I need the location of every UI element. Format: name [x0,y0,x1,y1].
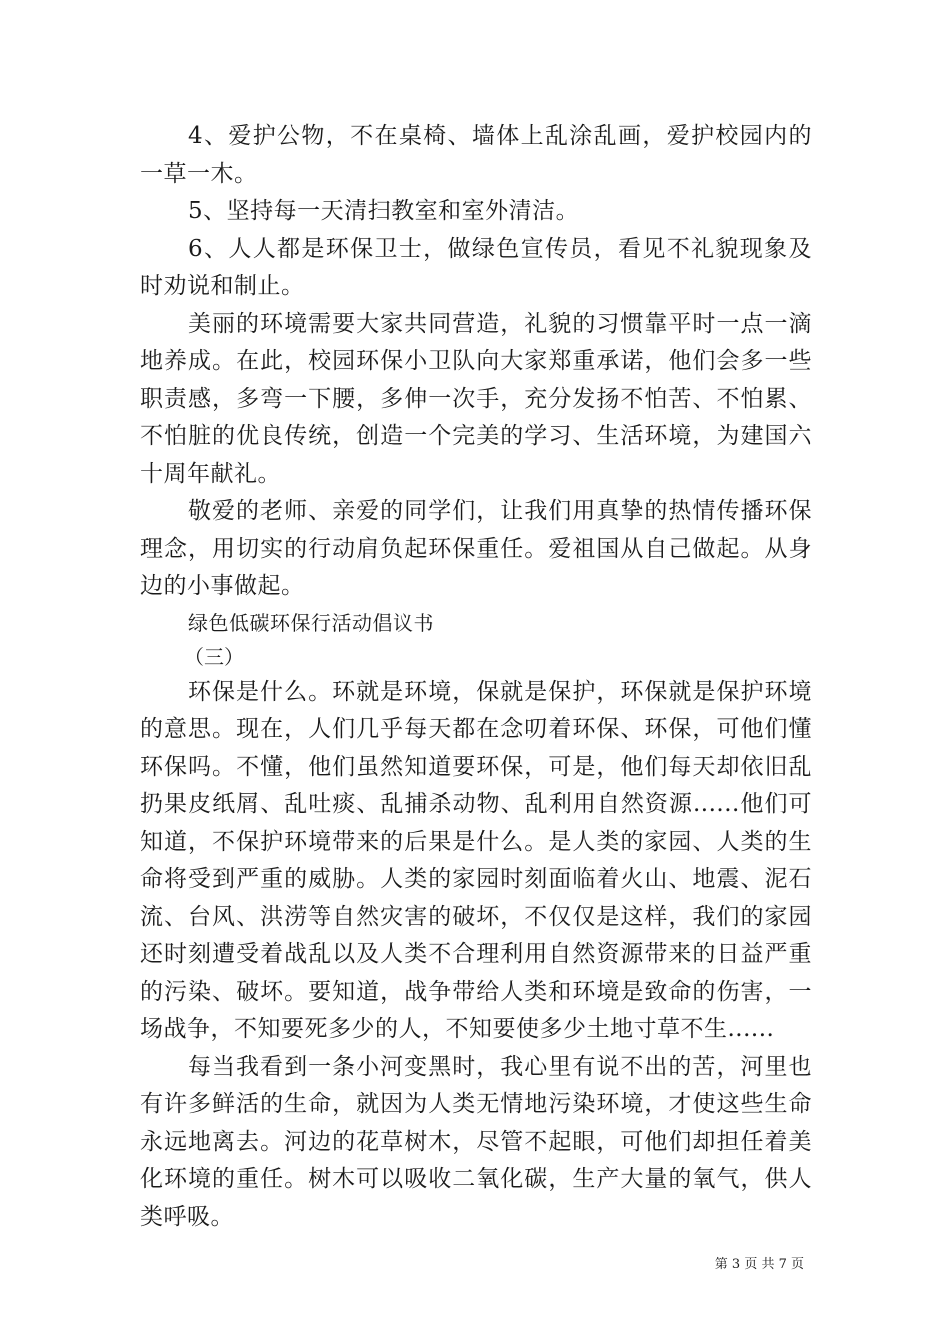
section-heading: 绿色低碳环保行活动倡议书 [188,610,434,635]
paragraph-what-is-environmental-protection: 环保是什么。环就是环境，保就是保护，环保就是保护环境的意思。现在，人们几乎每天都在念叨着环保、环保，可他们懂环保吗。不懂，他们虽然知道要环保，可是，他们每天却依旧乱扔果皮纸屑、乱吐痰、乱捕杀动物、乱利用自然资源......他们可知道，不保护环境带来的后果是什么。是人类的家园、人类的生命将受到严重的威胁。人类的家园时刻面临着火山、地震、泥石流、台风、洪涝等自然灾害的破坏，不仅仅是这样，我们的家园还时刻遭受着战乱以及人类不合理利用自然资源带来的日益严重的污染、破坏。要知道，战争带给人类和环境是致命的伤害，一场战争，不知要死多少的人，不知要使多少土地寸草不生...... [140,678,812,1042]
paragraph-rule-4: 4、爱护公物，不在桌椅、墙体上乱涂乱画，爱护校园内的一草一木。 [140,123,812,187]
paragraph-river: 每当我看到一条小河变黑时，我心里有说不出的苦，河里也有许多鲜活的生命，就因为人类无情地污染环境，才使这些生命永远地离去。河边的花草树木，尽管不起眼，可他们却担任着美化环境的重任。树木可以吸收二氧化碳，生产大量的氧气，供人类呼吸。 [140,1053,812,1230]
paragraph-rule-5: 5、坚持每一天清扫教室和室外清洁。 [188,198,580,224]
section-number: （三） [184,644,244,669]
paragraph-environment: 美丽的环境需要大家共同营造，礼貌的习惯靠平时一点一滴地养成。在此，校园环保小卫队向大家郑重承诺，他们会多一些职责感，多弯一下腰，多伸一次手，充分发扬不怕苦、不怕累、不怕脏的优良传统，创造一个完美的学习、生活环境，为建国六十周年献礼。 [140,310,812,487]
paragraph-rule-6: 6、人人都是环保卫士，做绿色宣传员，看见不礼貌现象及时劝说和制止。 [140,235,812,299]
paragraph-appeal: 敬爱的老师、亲爱的同学们，让我们用真挚的热情传播环保理念，用切实的行动肩负起环保重任。爱祖国从自己做起。从身边的小事做起。 [140,498,812,599]
page-footer: 第 3 页 共 7 页 [714,1257,804,1272]
document-body [140,118,812,1236]
